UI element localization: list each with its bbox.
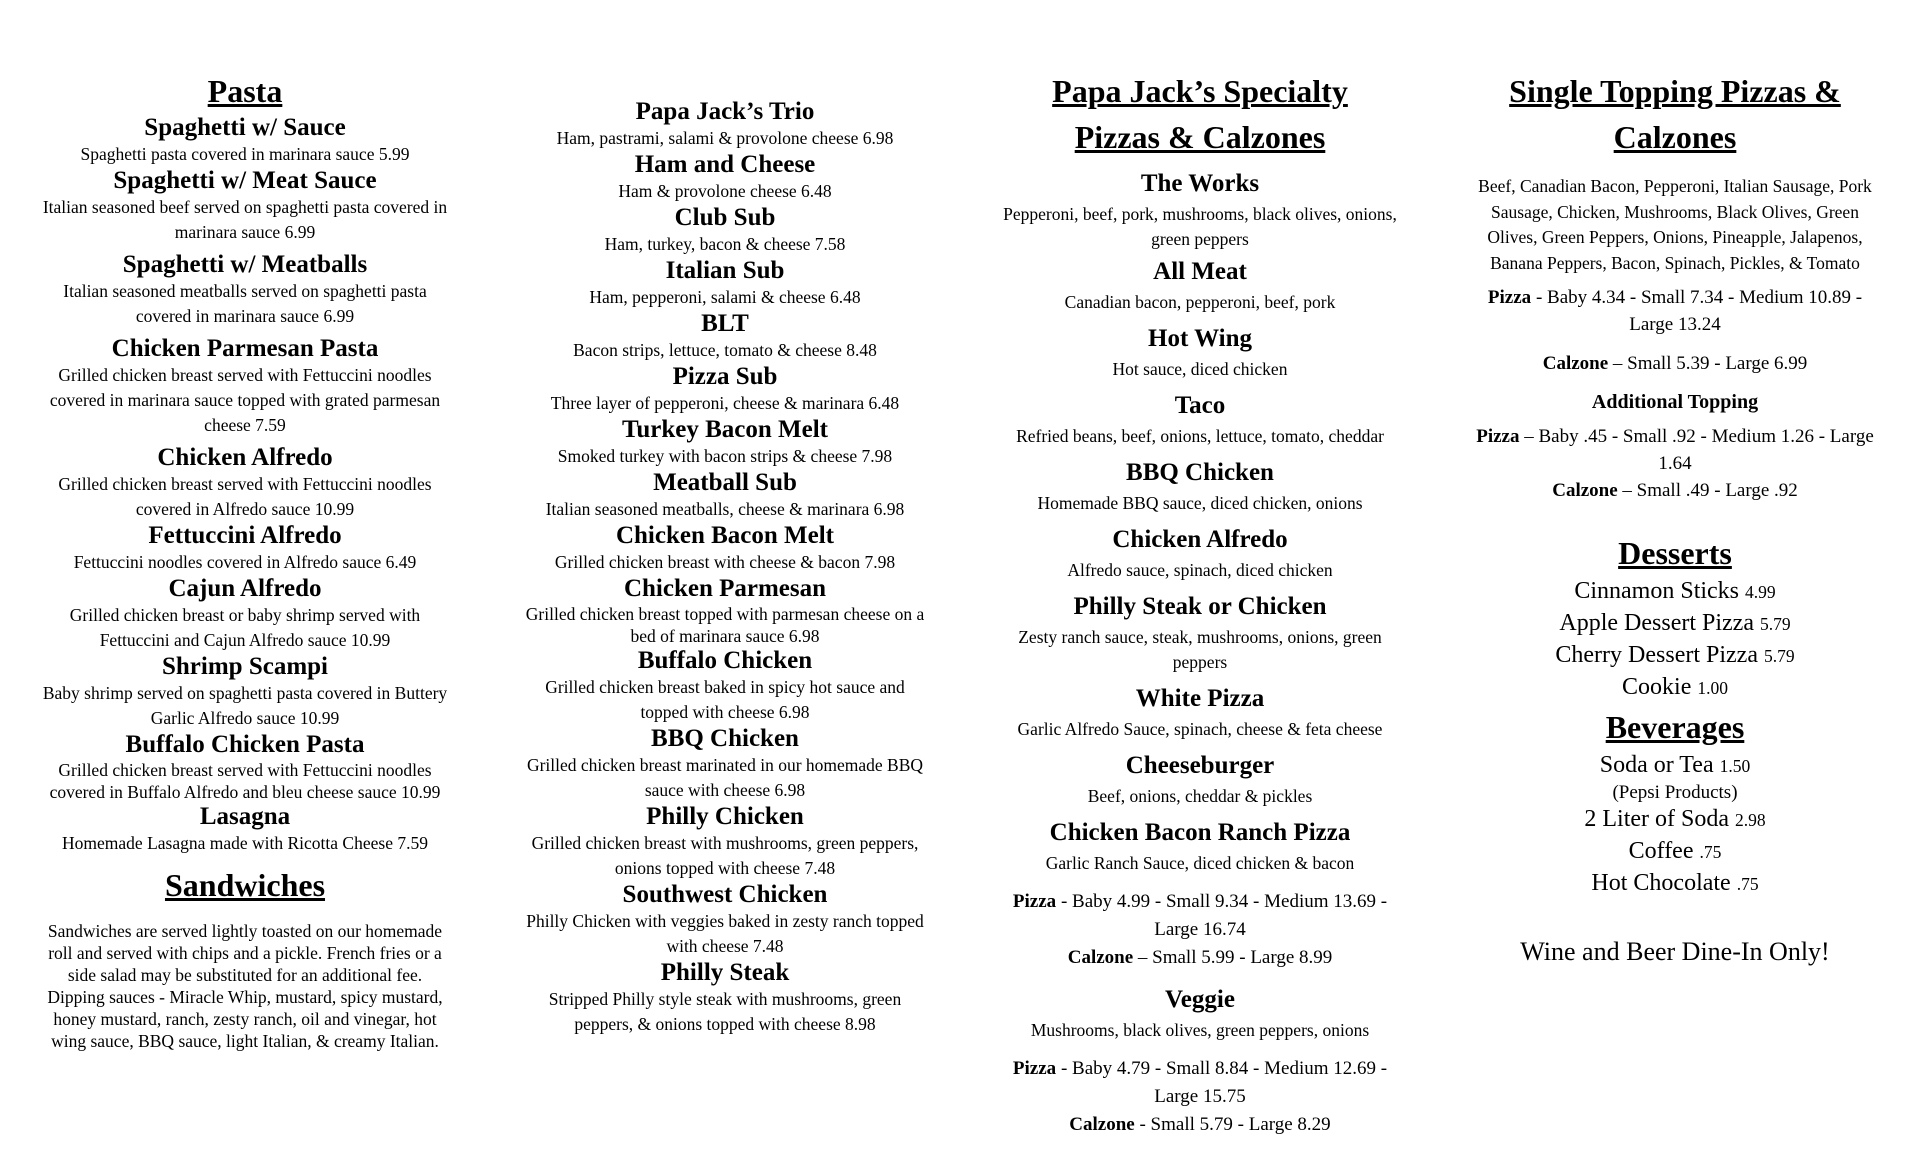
wine-beer-note: Wine and Beer Dine-In Only! xyxy=(1520,937,1830,966)
item-name: Buffalo Chicken Pasta xyxy=(125,731,365,758)
beverage-name: Coffee xyxy=(1628,838,1694,864)
specialty-item xyxy=(990,819,1410,876)
item-name: Pizza Sub xyxy=(672,363,778,390)
dessert-item xyxy=(1465,576,1885,608)
beverage-item xyxy=(1465,868,1885,900)
item-name: Veggie xyxy=(1165,986,1235,1013)
item-name: Taco xyxy=(1174,392,1226,419)
item-desc: Italian seasoned beef served on spaghetti pasta covered in marinara sauce 6.99 xyxy=(42,197,448,242)
specialty-item xyxy=(990,593,1410,675)
item-name: Philly Chicken xyxy=(646,803,804,830)
sandwich-item xyxy=(520,151,930,204)
veggie-pizza-prices xyxy=(990,1055,1410,1111)
dessert-price: 5.79 xyxy=(1759,614,1791,634)
item-desc: Garlic Ranch Sauce, diced chicken & bacon xyxy=(1045,853,1355,873)
veggie-item xyxy=(990,986,1410,1139)
item-desc: Grilled chicken breast with cheese & bacon 7.98 xyxy=(554,552,896,572)
item-name: Chicken Bacon Ranch Pizza xyxy=(1049,819,1351,846)
pasta-item xyxy=(40,803,450,856)
sandwich-column xyxy=(520,98,930,1037)
item-name: Turkey Bacon Melt xyxy=(621,416,829,443)
item-desc: Ham, pepperoni, salami & cheese 6.48 xyxy=(589,287,861,307)
beverage-price: 2.98 xyxy=(1735,810,1766,830)
item-desc: Grilled chicken breast topped with parmesan cheese on a bed of marinara sauce 6.98 xyxy=(525,604,925,646)
sandwich-item xyxy=(520,522,930,575)
specialty-title-line2: Pizzas & Calzones xyxy=(1074,119,1326,155)
veggie-calzone-prices xyxy=(990,1111,1410,1139)
dessert-item xyxy=(1465,640,1885,672)
beverage-price: .75 xyxy=(1699,842,1722,862)
item-name: Papa Jack’s Trio xyxy=(635,98,815,125)
veggie-prices xyxy=(990,1055,1410,1139)
beverage-name: Hot Chocolate xyxy=(1591,870,1731,896)
item-desc: Grilled chicken breast served with Fettuccini noodles covered in Alfredo sauce 10.99 xyxy=(58,474,432,519)
item-desc: Grilled chicken breast or baby shrimp served with Fettuccini and Cajun Alfredo sauce 10.99 xyxy=(69,605,421,650)
item-name: Spaghetti w/ Meatballs xyxy=(122,251,368,278)
single-topping-title-line1: Single Topping Pizzas & xyxy=(1509,73,1841,109)
pizza-price-text: - Baby 4.34 - Small 7.34 - Medium 10.89 - Large 13.24 xyxy=(1531,287,1863,335)
item-name: White Pizza xyxy=(1135,685,1265,712)
sandwich-item xyxy=(520,310,930,363)
sandwich-item xyxy=(520,257,930,310)
sandwich-item xyxy=(520,803,930,881)
item-name: Spaghetti w/ Sauce xyxy=(144,114,346,141)
item-desc: Mushrooms, black olives, green peppers, onions xyxy=(1030,1020,1370,1040)
dessert-name: Cookie xyxy=(1622,674,1692,700)
calzone-price-text: – Small 5.99 - Large 8.99 xyxy=(1133,947,1333,968)
item-name: Italian Sub xyxy=(665,257,785,284)
item-name: Buffalo Chicken xyxy=(637,647,813,674)
beverage-price: .75 xyxy=(1736,874,1759,894)
sandwich-item xyxy=(520,416,930,469)
item-desc: Spaghetti pasta covered in marinara sauce 5.99 xyxy=(80,144,410,164)
beverages-section-title: Beverages xyxy=(1605,709,1745,745)
item-name: BLT xyxy=(701,310,749,337)
item-desc: Ham, pastrami, salami & provolone cheese 6.98 xyxy=(556,128,894,148)
specialty-item xyxy=(990,258,1410,315)
item-desc: Garlic Alfredo Sauce, spinach, cheese & feta cheese xyxy=(1017,719,1383,739)
item-desc: Pepperoni, beef, pork, mushrooms, black olives, onions, green peppers xyxy=(1003,204,1397,249)
specialty-item xyxy=(990,526,1410,583)
single-topping-column xyxy=(1465,68,1885,968)
item-desc: Philly Chicken with veggies baked in zesty ranch topped with cheese 7.48 xyxy=(526,911,924,956)
item-name: Philly Steak xyxy=(660,959,790,986)
single-pizza-prices xyxy=(1465,284,1885,338)
item-desc: Homemade Lasagna made with Ricotta Cheese 7.59 xyxy=(62,833,428,853)
item-name: Ham and Cheese xyxy=(634,151,816,178)
single-topping-title-line2: Calzones xyxy=(1613,119,1737,155)
item-desc: Fettuccini noodles covered in Alfredo sauce 6.49 xyxy=(73,552,417,572)
dessert-name: Apple Dessert Pizza xyxy=(1559,610,1754,636)
pasta-section-title: Pasta xyxy=(207,73,283,109)
beverage-price: 1.50 xyxy=(1719,756,1751,776)
dessert-item xyxy=(1465,672,1885,704)
beverage-item xyxy=(1465,804,1885,836)
item-name: BBQ Chicken xyxy=(1126,459,1274,486)
sandwich-item xyxy=(520,98,930,151)
topping-list: Beef, Canadian Bacon, Pepperoni, Italian Sausage, Pork Sausage, Chicken, Mushrooms, Black Olives, Green Olives, Green Peppers, Onions, Pineapple, Jalapenos, Banana Peppers, Bacon, Spinach, Pickles, & Tomato xyxy=(1478,176,1872,273)
calzone-label: Calzone xyxy=(1069,1114,1135,1135)
pizza-price-text: - Baby 4.79 - Small 8.84 - Medium 12.69 - Large 15.75 xyxy=(1056,1058,1388,1107)
specialty-item xyxy=(990,170,1410,252)
dessert-price: 1.00 xyxy=(1697,678,1728,698)
item-desc: Alfredo sauce, spinach, diced chicken xyxy=(1067,560,1333,580)
item-name: Shrimp Scampi xyxy=(161,653,328,680)
item-name: BBQ Chicken xyxy=(651,725,799,752)
item-name: Meatball Sub xyxy=(653,469,797,496)
calzone-label: Calzone xyxy=(1552,480,1618,501)
item-desc: Hot sauce, diced chicken xyxy=(1112,359,1288,379)
beverage-item xyxy=(1465,750,1885,782)
pasta-item xyxy=(40,575,450,653)
sandwich-item xyxy=(520,959,930,1037)
item-desc: Ham, turkey, bacon & cheese 7.58 xyxy=(604,234,846,254)
item-desc: Refried beans, beef, onions, lettuce, tomato, cheddar xyxy=(1016,426,1384,446)
specialty-prices xyxy=(990,888,1410,972)
dessert-item xyxy=(1465,608,1885,640)
item-name: Chicken Alfredo xyxy=(1112,526,1288,553)
specialty-item xyxy=(990,459,1410,516)
sandwich-item xyxy=(520,363,930,416)
item-name: Lasagna xyxy=(199,803,291,830)
item-name: Chicken Bacon Melt xyxy=(615,522,835,549)
sandwiches-note: Sandwiches are served lightly toasted on our homemade roll and served with chips and a pickle. French fries or a side salad may be substituted for an additional fee. Dipping sauces - Miracle Whip, mustard, spicy mustard, honey mustard, ranch, zesty ranch, oil and vinegar, hot wing sauce, BBQ sauce, light Italian, & creamy Italian. xyxy=(47,921,443,1051)
pasta-item xyxy=(40,653,450,731)
item-name: Chicken Parmesan Pasta xyxy=(111,335,379,362)
pizza-price-text: - Baby 4.99 - Small 9.34 - Medium 13.69 - Large 16.74 xyxy=(1056,891,1388,940)
specialty-item xyxy=(990,392,1410,449)
desserts-section-title: Desserts xyxy=(1618,535,1732,571)
calzone-label: Calzone xyxy=(1542,353,1609,374)
beverage-name: 2 Liter of Soda xyxy=(1584,806,1729,832)
pasta-column xyxy=(40,68,450,1052)
item-desc: Grilled chicken breast baked in spicy hot sauce and topped with cheese 6.98 xyxy=(545,677,905,722)
item-desc: Stripped Philly style steak with mushrooms, green peppers, & onions topped with cheese 8.98 xyxy=(548,989,902,1034)
item-name: Spaghetti w/ Meat Sauce xyxy=(113,167,377,194)
dessert-name: Cherry Dessert Pizza xyxy=(1555,642,1758,668)
item-name: Philly Steak or Chicken xyxy=(1073,593,1327,620)
specialty-column xyxy=(990,68,1410,1139)
pasta-item xyxy=(40,114,450,167)
item-name: All Meat xyxy=(1153,258,1247,285)
pepsi-note: (Pepsi Products) xyxy=(1612,782,1738,803)
pasta-item xyxy=(40,444,450,522)
specialty-item xyxy=(990,685,1410,742)
sandwich-item xyxy=(520,469,930,522)
pizza-label: Pizza xyxy=(1487,287,1532,308)
item-name: Chicken Parmesan xyxy=(623,575,827,602)
pasta-item xyxy=(40,335,450,438)
beverage-list xyxy=(1465,750,1885,900)
item-desc: Italian seasoned meatballs, cheese & marinara 6.98 xyxy=(545,499,905,519)
calzone-price-text: – Small .49 - Large .92 xyxy=(1617,480,1798,501)
item-desc: Three layer of pepperoni, cheese & marinara 6.48 xyxy=(550,393,900,413)
item-desc: Grilled chicken breast with mushrooms, green peppers, onions topped with cheese 7.48 xyxy=(531,833,919,878)
specialty-title-line1: Papa Jack’s Specialty xyxy=(1052,73,1348,109)
item-name: Hot Wing xyxy=(1148,325,1252,352)
item-desc: Grilled chicken breast served with Fettuccini noodles covered in marinara sauce topped with grated parmesan cheese 7.59 xyxy=(49,365,441,435)
dessert-price: 5.79 xyxy=(1763,646,1795,666)
calzone-price-text: - Small 5.79 - Large 8.29 xyxy=(1134,1114,1331,1135)
item-desc: Italian seasoned meatballs served on spaghetti pasta covered in marinara sauce 6.99 xyxy=(63,281,427,326)
pasta-item xyxy=(40,251,450,329)
sandwiches-section-title: Sandwiches xyxy=(164,867,326,903)
dessert-list xyxy=(1465,576,1885,704)
pizza-price-text: – Baby .45 - Small .92 - Medium 1.26 - Large 1.64 xyxy=(1519,426,1874,474)
beverage-item xyxy=(1465,836,1885,868)
pizza-label: Pizza xyxy=(1012,891,1057,912)
specialty-calzone-prices xyxy=(990,944,1410,972)
item-name: Cajun Alfredo xyxy=(168,575,322,602)
item-name: Club Sub xyxy=(674,204,776,231)
calzone-price-text: – Small 5.39 - Large 6.99 xyxy=(1608,353,1808,374)
pasta-item xyxy=(40,167,450,245)
item-name: Fettuccini Alfredo xyxy=(148,522,342,549)
item-desc: Smoked turkey with bacon strips & cheese 7.98 xyxy=(557,446,893,466)
item-name: The Works xyxy=(1140,170,1260,197)
specialty-item xyxy=(990,752,1410,809)
sandwich-item xyxy=(520,204,930,257)
item-name: Chicken Alfredo xyxy=(157,444,333,471)
additional-pizza-prices xyxy=(1465,423,1885,477)
pasta-item xyxy=(40,731,450,803)
item-desc: Baby shrimp served on spaghetti pasta covered in Buttery Garlic Alfredo sauce 10.99 xyxy=(42,683,448,728)
item-desc: Bacon strips, lettuce, tomato & cheese 8.48 xyxy=(573,340,877,360)
item-desc: Grilled chicken breast marinated in our homemade BBQ sauce with cheese 6.98 xyxy=(526,755,924,800)
additional-calzone-prices xyxy=(1465,477,1885,504)
item-desc: Homemade BBQ sauce, diced chicken, onions xyxy=(1037,493,1363,513)
specialty-pizza-prices xyxy=(990,888,1410,944)
dessert-name: Cinnamon Sticks xyxy=(1574,578,1740,604)
item-desc: Grilled chicken breast served with Fettuccini noodles covered in Buffalo Alfredo and bleu cheese sauce 10.99 xyxy=(49,760,441,802)
dessert-price: 4.99 xyxy=(1745,582,1776,602)
single-calzone-prices xyxy=(1465,350,1885,377)
beverage-name: Soda or Tea xyxy=(1599,752,1714,778)
item-desc: Ham & provolone cheese 6.48 xyxy=(618,181,832,201)
specialty-item xyxy=(990,325,1410,382)
specialty-section-title xyxy=(990,68,1410,160)
item-name: Southwest Chicken xyxy=(622,881,828,908)
item-desc: Beef, onions, cheddar & pickles xyxy=(1087,786,1313,806)
item-name: Cheeseburger xyxy=(1125,752,1275,779)
item-desc: Zesty ranch sauce, steak, mushrooms, onions, green peppers xyxy=(1018,627,1382,672)
sandwich-item xyxy=(520,725,930,803)
additional-topping-title: Additional Topping xyxy=(1591,391,1759,413)
sandwich-item xyxy=(520,575,930,647)
single-topping-section-title xyxy=(1465,68,1885,160)
sandwich-item xyxy=(520,647,930,725)
pasta-item xyxy=(40,522,450,575)
item-desc: Canadian bacon, pepperoni, beef, pork xyxy=(1064,292,1336,312)
pizza-label: Pizza xyxy=(1012,1058,1057,1079)
pizza-label: Pizza xyxy=(1476,426,1520,447)
sandwich-item xyxy=(520,881,930,959)
calzone-label: Calzone xyxy=(1067,947,1134,968)
